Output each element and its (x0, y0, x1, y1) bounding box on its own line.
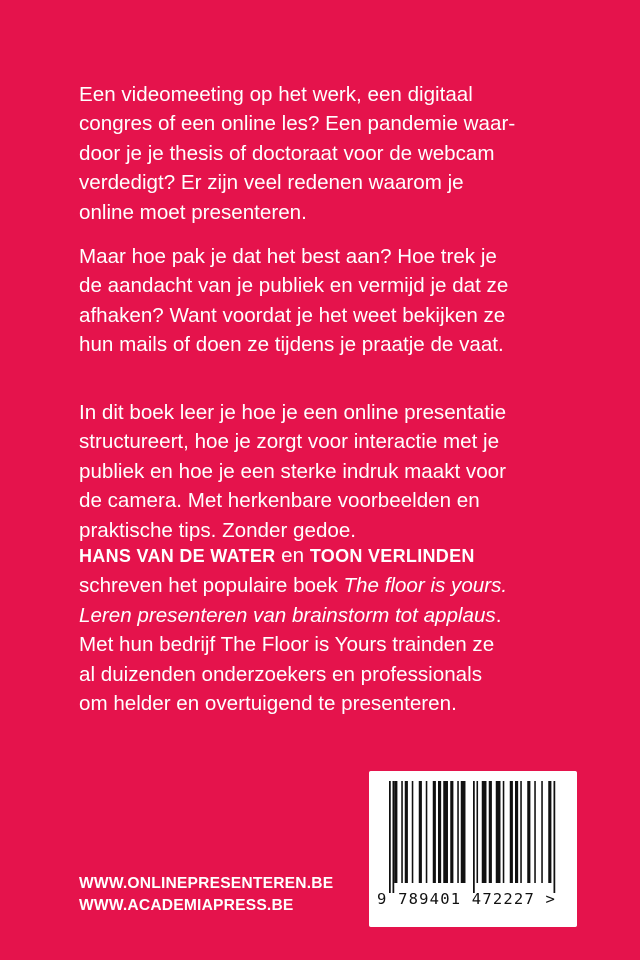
blurb-paragraph-1-rest: op het werk, een digitaal congres of een online les? Een pandemie waar- door je je thesis of doctoraat voor de webcam verdedigt? Er zijn veel redenen waarom je online moet presenteren. (79, 83, 516, 224)
website-links (79, 873, 333, 917)
author-bio (79, 541, 639, 718)
barcode-bar (457, 781, 459, 883)
barcode-bar (527, 781, 530, 883)
barcode-bar (541, 781, 543, 883)
website-url-onlinepresenteren[interactable]: WWW.ONLINEPRESENTEREN.BE (79, 875, 334, 892)
blurb-paragraph-1 (79, 80, 639, 227)
barcode-bar (554, 781, 556, 893)
barcode-bar (412, 781, 414, 883)
bio-line-2-text: schreven het populaire boek (79, 574, 344, 598)
author-name-1: HANS VAN DE WATER (79, 546, 276, 566)
bio-line-6: om helder en overtuigend te presenteren. (79, 692, 457, 716)
author-name-2: TOON VERLINDEN (309, 546, 475, 566)
barcode-bar (433, 781, 436, 883)
barcode-bar (477, 781, 479, 883)
barcode-bar (534, 781, 536, 883)
bio-line-2 (79, 571, 639, 600)
bio-line-3 (79, 601, 639, 630)
previous-book-title-2: Leren presenteren van brainstorm tot applaus (79, 603, 496, 627)
barcode-bar (489, 781, 492, 883)
barcode-bar (419, 781, 422, 883)
blurb-paragraph-3: In dit boek leer je hoe je een online presentatie structureert, hoe je zorgt voor interactie met je publiek en hoe je een sterke indruk maakt voor de camera. Met herkenbare voorbeelden en praktische tips. Zonder gedoe. (79, 401, 507, 542)
isbn-number: 9 789401 472227 > (377, 890, 557, 908)
barcode-bar (482, 781, 487, 883)
barcode-bar (438, 781, 441, 883)
isbn-barcode (369, 771, 577, 927)
barcode-bar (426, 781, 428, 883)
barcode-bar (473, 781, 475, 893)
barcode-bar (503, 781, 505, 883)
blurb-paragraph-1-start: Een (79, 83, 122, 106)
author-conjunction: en (275, 544, 310, 567)
previous-book-title-1: The floor is yours. (343, 574, 508, 598)
bio-line-4: Met hun bedrijf The Floor is Yours trainden ze (79, 633, 495, 657)
barcode-bar (443, 781, 448, 883)
barcode-bar (405, 781, 408, 883)
bio-authors-line (79, 541, 639, 571)
barcode-bar (401, 781, 403, 883)
barcode-bar (496, 781, 501, 883)
barcode-bar (548, 781, 551, 883)
barcode-bar (394, 781, 397, 883)
barcode-bar (393, 781, 395, 893)
barcode-bar (520, 781, 522, 883)
barcode-bar (450, 781, 453, 883)
bio-line-5: al duizenden onderzoekers en professionals (79, 662, 482, 686)
website-url-academiapress[interactable]: WWW.ACADEMIAPRESS.BE (79, 897, 294, 914)
barcode-bar (389, 781, 391, 893)
barcode-bar (510, 781, 513, 883)
barcode-bar (461, 781, 466, 883)
barcode-bar (515, 781, 518, 883)
blurb-highlight-word: videomeeting (121, 83, 244, 106)
bio-line-3-end: . (495, 603, 502, 627)
blurb-paragraph-2: Maar hoe pak je dat het best aan? Hoe trek je de aandacht van je publiek en vermijd je dat ze afhaken? Want voordat je het weet bekijken ze hun mails of doen ze tijdens je praatje de vaat. (79, 245, 509, 357)
